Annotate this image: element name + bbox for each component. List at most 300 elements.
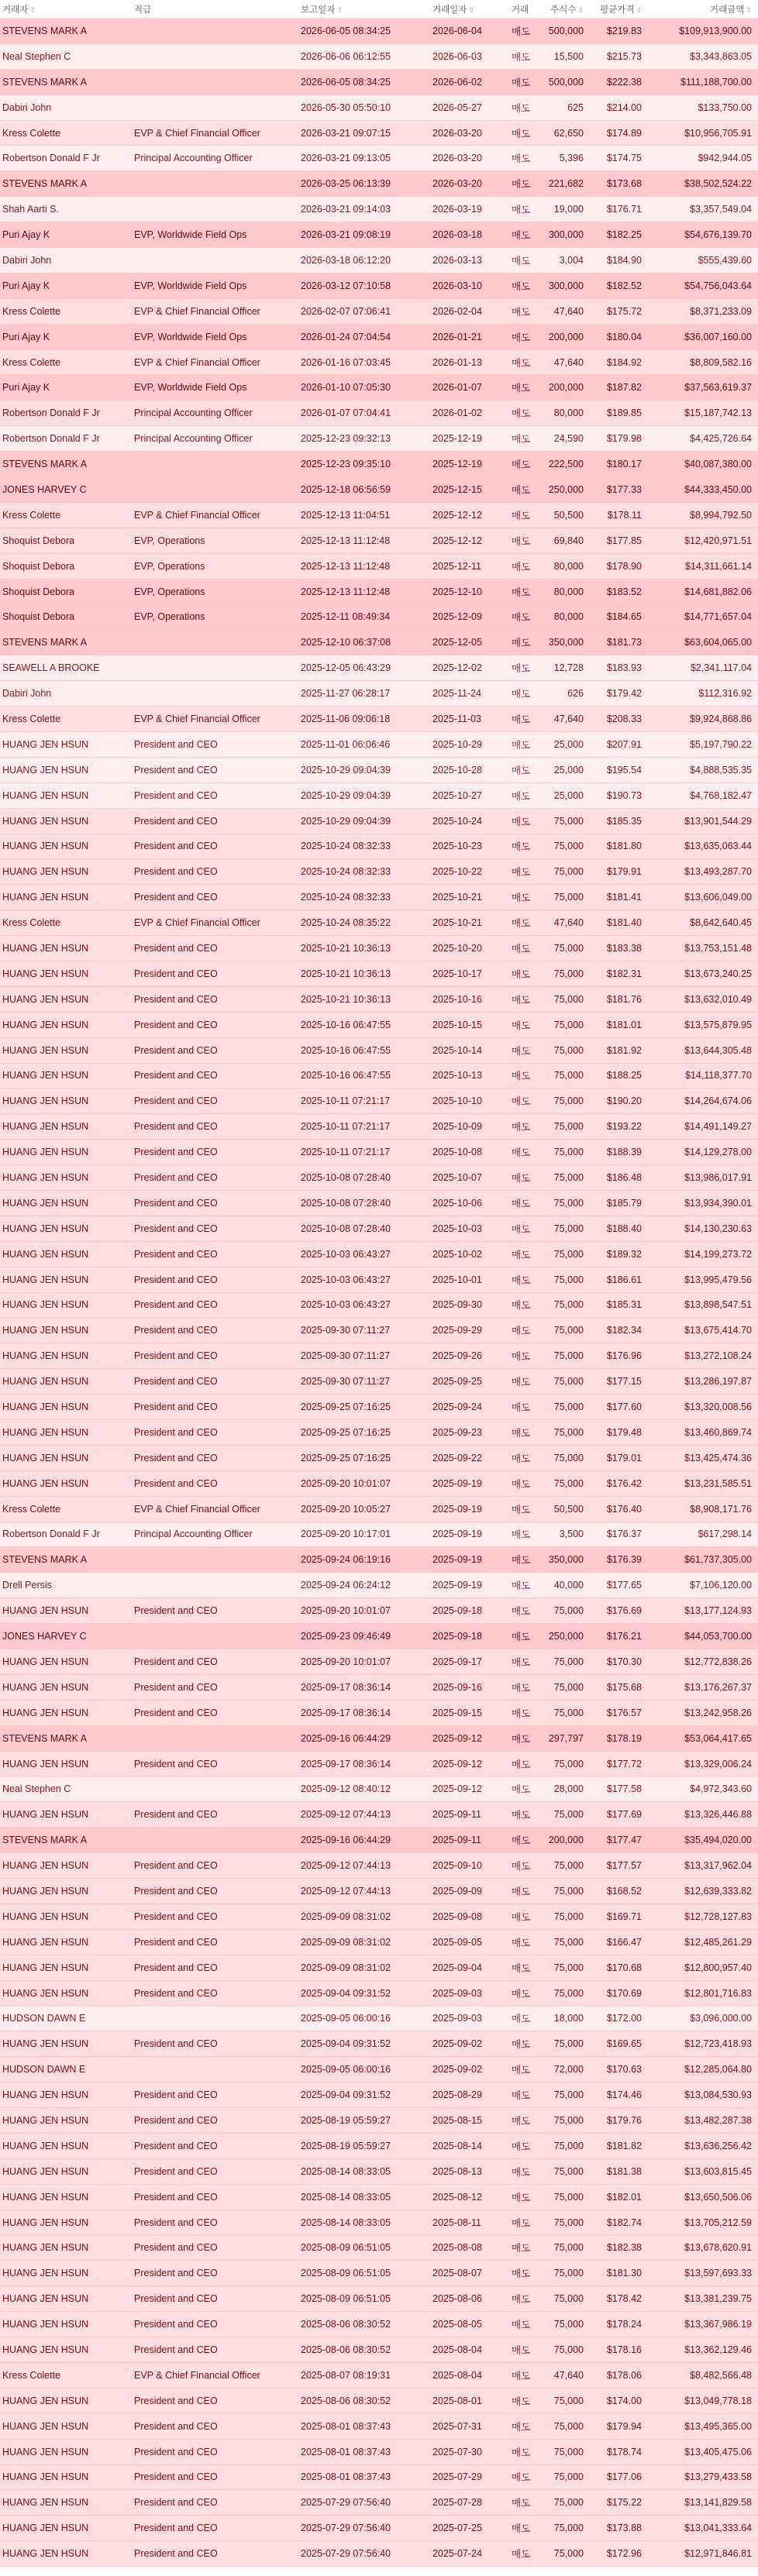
trader-title-cell: Principal Accounting Officer xyxy=(134,433,253,445)
total-amount-cell: $13,495,365.00 xyxy=(684,2420,752,2432)
avg-price-cell: $182.01 xyxy=(606,2191,642,2203)
shares-cell: 75,000 xyxy=(553,1452,584,1463)
table-row[interactable] xyxy=(0,1726,758,1752)
trade-date-cell: 2025-09-19 xyxy=(432,1580,482,1591)
trader-title-cell: President and CEO xyxy=(134,1350,218,1362)
trader-title-cell: President and CEO xyxy=(134,1885,218,1897)
table-row[interactable] xyxy=(0,19,758,44)
table-row[interactable] xyxy=(0,2490,758,2516)
total-amount-cell: $7,106,120.00 xyxy=(690,1580,752,1591)
table-row[interactable] xyxy=(0,2337,758,2363)
trade-type-cell: 매도 xyxy=(512,790,531,802)
trade-type-cell: 매도 xyxy=(512,510,531,521)
table-row[interactable] xyxy=(0,1369,758,1395)
trader-name-cell: HUANG JEN HSUN xyxy=(2,993,89,1005)
table-row[interactable] xyxy=(0,197,758,222)
trade-type-cell: 매도 xyxy=(512,968,531,980)
table-row[interactable] xyxy=(0,528,758,554)
shares-cell: 75,000 xyxy=(553,815,584,827)
shares-cell: 221,682 xyxy=(548,178,584,190)
total-amount-cell: $13,898,547.51 xyxy=(684,1299,752,1311)
shares-cell: 75,000 xyxy=(553,1044,584,1056)
trader-title-cell: President and CEO xyxy=(134,1019,218,1030)
table-row[interactable] xyxy=(0,910,758,936)
report-date-cell: 2026-03-21 09:13:05 xyxy=(301,153,391,164)
table-row[interactable] xyxy=(0,1216,758,1242)
trade-type-cell: 매도 xyxy=(512,1147,531,1159)
avg-price-cell: $176.57 xyxy=(606,1707,642,1718)
trade-type-cell: 매도 xyxy=(512,153,531,165)
table-row[interactable] xyxy=(0,401,758,426)
shares-cell: 40,000 xyxy=(553,1580,584,1591)
table-row[interactable] xyxy=(0,1547,758,1573)
table-row[interactable] xyxy=(0,1649,758,1675)
trade-type-cell: 매도 xyxy=(512,1326,531,1337)
trader-title-cell: President and CEO xyxy=(134,789,218,801)
table-row[interactable] xyxy=(0,426,758,452)
table-row[interactable] xyxy=(0,859,758,885)
total-amount-cell: $13,650,506.06 xyxy=(684,2191,752,2203)
table-row[interactable] xyxy=(0,2261,758,2286)
table-row[interactable] xyxy=(0,1191,758,1216)
table-row[interactable] xyxy=(0,2159,758,2185)
trade-date-cell: 2025-08-13 xyxy=(432,2165,482,2177)
table-row[interactable] xyxy=(0,2057,758,2082)
table-row[interactable] xyxy=(0,2082,758,2108)
table-row[interactable] xyxy=(0,604,758,630)
table-row[interactable] xyxy=(0,1446,758,1471)
trader-name-cell: HUANG JEN HSUN xyxy=(2,2319,89,2330)
table-row[interactable] xyxy=(0,299,758,325)
table-row[interactable] xyxy=(0,1930,758,1955)
trade-type-cell: 매도 xyxy=(512,2370,531,2382)
total-amount-cell: $8,642,640.45 xyxy=(690,917,752,929)
sort-icon[interactable]: ⇕ xyxy=(746,5,752,14)
sort-icon[interactable]: ⇕ xyxy=(577,5,584,14)
table-row[interactable] xyxy=(0,70,758,95)
header-title[interactable]: 직급 xyxy=(134,5,152,15)
table-row[interactable] xyxy=(0,2389,758,2414)
trade-date-cell: 2025-09-16 xyxy=(432,1681,482,1693)
avg-price-cell: $214.00 xyxy=(606,101,642,113)
trader-name-cell: Shoquist Debora xyxy=(2,586,75,597)
table-row[interactable] xyxy=(0,95,758,121)
trader-name-cell: HUANG JEN HSUN xyxy=(2,764,89,776)
report-date-cell: 2025-08-19 05:59:27 xyxy=(301,2114,391,2126)
table-row[interactable] xyxy=(0,707,758,732)
trade-date-cell: 2025-10-21 xyxy=(432,892,482,903)
trader-title-cell: President and CEO xyxy=(134,2548,218,2560)
report-date-cell: 2025-10-29 09:04:39 xyxy=(301,815,391,827)
trader-name-cell: HUANG JEN HSUN xyxy=(2,1095,89,1107)
report-date-cell: 2026-05-30 05:50:10 xyxy=(301,101,391,113)
report-date-cell: 2025-10-03 06:43:27 xyxy=(301,1299,391,1311)
total-amount-cell: $12,801,716.83 xyxy=(684,1987,752,1999)
trade-type-cell: 매도 xyxy=(512,739,531,751)
table-row[interactable] xyxy=(0,2465,758,2491)
total-amount-cell: $14,264,674.06 xyxy=(684,1095,752,1107)
table-row[interactable] xyxy=(0,146,758,171)
trade-type-cell: 매도 xyxy=(512,2166,531,2178)
shares-cell: 75,000 xyxy=(553,2217,584,2228)
table-row[interactable] xyxy=(0,1013,758,1038)
table-body xyxy=(0,19,758,2567)
table-row[interactable] xyxy=(0,1904,758,1930)
trader-title-cell: President and CEO xyxy=(134,1325,218,1336)
trade-date-cell: 2026-03-18 xyxy=(432,229,482,241)
table-row[interactable] xyxy=(0,350,758,376)
total-amount-cell: $12,772,838.26 xyxy=(684,1656,752,1667)
trader-name-cell: HUANG JEN HSUN xyxy=(2,1044,89,1056)
shares-cell: 75,000 xyxy=(553,1223,584,1234)
total-amount-cell: $13,934,390.01 xyxy=(684,1197,752,1209)
table-row[interactable] xyxy=(0,2185,758,2210)
table-row[interactable] xyxy=(0,375,758,401)
total-amount-cell: $35,494,020.00 xyxy=(684,1835,752,1846)
total-amount-cell: $13,279,433.58 xyxy=(684,2471,752,2483)
avg-price-cell: $181.73 xyxy=(606,637,642,648)
trade-date-cell: 2025-10-09 xyxy=(432,1121,482,1133)
trader-title-cell: President and CEO xyxy=(134,2293,218,2305)
shares-cell: 75,000 xyxy=(553,2114,584,2126)
table-row[interactable] xyxy=(0,1267,758,1293)
table-row[interactable] xyxy=(0,2210,758,2236)
total-amount-cell: $112,316.92 xyxy=(698,688,752,700)
trader-title-cell: President and CEO xyxy=(134,2191,218,2203)
report-date-cell: 2025-10-03 06:43:27 xyxy=(301,1248,391,1260)
trade-date-cell: 2026-01-07 xyxy=(432,382,482,394)
trader-title-cell: President and CEO xyxy=(134,1936,218,1948)
shares-cell: 75,000 xyxy=(553,2293,584,2305)
avg-price-cell: $181.80 xyxy=(606,841,642,852)
table-row[interactable] xyxy=(0,1802,758,1828)
table-row[interactable] xyxy=(0,2516,758,2541)
table-row[interactable] xyxy=(0,1955,758,1981)
table-row[interactable] xyxy=(0,1114,758,1140)
table-row[interactable] xyxy=(0,121,758,146)
table-row[interactable] xyxy=(0,987,758,1013)
total-amount-cell: $13,675,414.70 xyxy=(684,1325,752,1336)
table-row[interactable] xyxy=(0,1598,758,1624)
trade-type-cell: 매도 xyxy=(512,2115,531,2127)
avg-price-cell: $208.33 xyxy=(606,713,642,724)
shares-cell: 75,000 xyxy=(553,1095,584,1107)
table-row[interactable] xyxy=(0,1675,758,1701)
table-row[interactable] xyxy=(0,2134,758,2159)
avg-price-cell: $176.42 xyxy=(606,1477,642,1489)
table-row[interactable] xyxy=(0,44,758,70)
avg-price-cell: $174.89 xyxy=(606,127,642,139)
table-row[interactable] xyxy=(0,1038,758,1064)
avg-price-cell: $184.92 xyxy=(606,356,642,368)
trade-type-cell: 매도 xyxy=(512,2014,531,2025)
trader-name-cell: HUANG JEN HSUN xyxy=(2,1350,89,1362)
trade-date-cell: 2025-09-12 xyxy=(432,1732,482,1744)
trader-title-cell: President and CEO xyxy=(134,2471,218,2483)
trade-type-cell: 매도 xyxy=(512,1122,531,1133)
total-amount-cell: $13,177,124.93 xyxy=(684,1605,752,1617)
trade-date-cell: 2025-09-12 xyxy=(432,1783,482,1795)
table-row[interactable] xyxy=(0,1573,758,1598)
shares-cell: 75,000 xyxy=(553,1911,584,1922)
avg-price-cell: $179.91 xyxy=(606,866,642,878)
trade-type-cell: 매도 xyxy=(512,26,531,37)
total-amount-cell: $8,994,792.50 xyxy=(690,509,752,521)
table-row[interactable] xyxy=(0,452,758,477)
table-row[interactable] xyxy=(0,1165,758,1191)
trader-name-cell: Kress Colette xyxy=(2,2369,61,2381)
total-amount-cell: $13,753,151.48 xyxy=(684,943,752,954)
header-name[interactable]: 거래자 ⇕ xyxy=(2,5,36,15)
trader-name-cell: HUANG JEN HSUN xyxy=(2,2446,89,2457)
table-row[interactable] xyxy=(0,554,758,580)
table-row[interactable] xyxy=(0,961,758,987)
trader-title-cell: President and CEO xyxy=(134,2140,218,2151)
trader-name-cell: STEVENS MARK A xyxy=(2,178,88,190)
table-row[interactable] xyxy=(0,1064,758,1089)
table-row[interactable] xyxy=(0,248,758,273)
table-row[interactable] xyxy=(0,783,758,809)
table-row[interactable] xyxy=(0,477,758,503)
table-row[interactable] xyxy=(0,1343,758,1369)
avg-price-cell: $181.38 xyxy=(606,2165,642,2177)
trade-date-cell: 2026-06-03 xyxy=(432,50,482,62)
trade-date-cell: 2025-07-29 xyxy=(432,2471,482,2483)
trade-date-cell: 2025-10-28 xyxy=(432,764,482,776)
shares-cell: 300,000 xyxy=(548,229,584,241)
trader-title-cell: President and CEO xyxy=(134,2089,218,2101)
trade-type-cell: 매도 xyxy=(512,1071,531,1082)
header-avg-price[interactable]: 평균가격 ⇕ xyxy=(600,5,642,15)
shares-cell: 75,000 xyxy=(553,1197,584,1209)
shares-cell: 80,000 xyxy=(553,560,584,572)
shares-cell: 75,000 xyxy=(553,1147,584,1158)
table-row[interactable] xyxy=(0,2108,758,2134)
sort-icon[interactable]: ⇕ xyxy=(636,5,642,14)
trader-name-cell: Shoquist Debora xyxy=(2,560,75,572)
table-row[interactable] xyxy=(0,1497,758,1522)
report-date-cell: 2025-11-27 06:28:17 xyxy=(301,688,391,700)
total-amount-cell: $13,425,474.36 xyxy=(684,1452,752,1463)
trade-date-cell: 2025-09-23 xyxy=(432,1426,482,1438)
trade-type-cell: 매도 xyxy=(512,1020,531,1031)
table-row[interactable] xyxy=(0,1089,758,1114)
sort-icon[interactable]: ⇕ xyxy=(29,5,36,14)
table-row[interactable] xyxy=(0,325,758,350)
report-date-cell: 2025-07-29 07:56:40 xyxy=(301,2523,391,2534)
trade-date-cell: 2025-10-21 xyxy=(432,917,482,929)
trade-date-cell: 2025-09-08 xyxy=(432,1911,482,1922)
trade-type-cell: 매도 xyxy=(512,1835,531,1847)
trade-type-cell: 매도 xyxy=(512,1911,531,1923)
report-date-cell: 2025-07-29 07:56:40 xyxy=(301,2548,391,2560)
avg-price-cell: $170.63 xyxy=(606,2064,642,2076)
total-amount-cell: $13,141,829.58 xyxy=(684,2497,752,2509)
table-row[interactable] xyxy=(0,1522,758,1548)
table-row[interactable] xyxy=(0,2031,758,2057)
table-row[interactable] xyxy=(0,655,758,681)
shares-cell: 3,004 xyxy=(559,254,584,266)
shares-cell: 75,000 xyxy=(553,943,584,954)
total-amount-cell: $942,944.05 xyxy=(698,153,752,164)
shares-cell: 200,000 xyxy=(548,1835,584,1846)
trade-date-cell: 2025-10-16 xyxy=(432,993,482,1005)
sort-icon[interactable]: ⇕ xyxy=(468,5,474,14)
trade-type-cell: 매도 xyxy=(512,2065,531,2076)
report-date-cell: 2026-06-05 08:34:25 xyxy=(301,25,391,36)
report-date-cell: 2025-09-04 09:31:52 xyxy=(301,2089,391,2101)
shares-cell: 200,000 xyxy=(548,382,584,394)
avg-price-cell: $179.76 xyxy=(606,2114,642,2126)
table-row[interactable] xyxy=(0,834,758,860)
report-date-cell: 2025-09-16 06:44:29 xyxy=(301,1732,391,1744)
table-row[interactable] xyxy=(0,2414,758,2440)
avg-price-cell: $176.71 xyxy=(606,204,642,215)
header-trade-date[interactable]: 거래일자 ⇕ xyxy=(432,5,474,15)
table-row[interactable] xyxy=(0,1140,758,1165)
trade-type-cell: 매도 xyxy=(512,1249,531,1260)
table-row[interactable] xyxy=(0,1471,758,1497)
table-row[interactable] xyxy=(0,2541,758,2567)
trader-name-cell: Puri Ajay K xyxy=(2,229,50,241)
trade-type-cell: 매도 xyxy=(512,1962,531,1974)
table-row[interactable] xyxy=(0,1776,758,1802)
table-row[interactable] xyxy=(0,885,758,910)
shares-cell: 12,728 xyxy=(553,662,584,674)
table-row[interactable] xyxy=(0,273,758,299)
sort-icon[interactable]: ⇕ xyxy=(336,5,343,14)
table-row[interactable] xyxy=(0,1624,758,1649)
avg-price-cell: $177.33 xyxy=(606,483,642,495)
table-row[interactable] xyxy=(0,732,758,758)
trader-name-cell: HUANG JEN HSUN xyxy=(2,2191,89,2203)
avg-price-cell: $175.22 xyxy=(606,2497,642,2509)
report-date-cell: 2025-09-30 07:11:27 xyxy=(301,1376,391,1388)
trader-title-cell: EVP & Chief Financial Officer xyxy=(134,356,260,368)
table-row[interactable] xyxy=(0,1853,758,1879)
table-row[interactable] xyxy=(0,758,758,783)
trader-name-cell: HUANG JEN HSUN xyxy=(2,1452,89,1463)
trader-title-cell: President and CEO xyxy=(134,1681,218,1693)
total-amount-cell: $12,800,957.40 xyxy=(684,1962,752,1973)
table-row[interactable] xyxy=(0,1701,758,1726)
total-amount-cell: $14,681,882.06 xyxy=(684,586,752,597)
table-row[interactable] xyxy=(0,222,758,248)
shares-cell: 24,590 xyxy=(553,433,584,445)
trader-name-cell: HUANG JEN HSUN xyxy=(2,1121,89,1133)
table-row[interactable] xyxy=(0,2235,758,2261)
trader-name-cell: Shah Aarti S. xyxy=(2,204,59,215)
report-date-cell: 2025-08-09 06:51:05 xyxy=(301,2242,391,2254)
table-row[interactable] xyxy=(0,1752,758,1777)
trade-type-cell: 매도 xyxy=(512,638,531,649)
report-date-cell: 2025-08-06 08:30:52 xyxy=(301,2395,391,2406)
table-row[interactable] xyxy=(0,936,758,961)
total-amount-cell: $54,676,139.70 xyxy=(684,229,752,241)
avg-price-cell: $177.06 xyxy=(606,2471,642,2483)
report-date-cell: 2025-08-14 08:33:05 xyxy=(301,2191,391,2203)
table-row[interactable] xyxy=(0,2363,758,2389)
table-row[interactable] xyxy=(0,1879,758,1904)
table-row[interactable] xyxy=(0,1242,758,1267)
shares-cell: 5,396 xyxy=(559,153,584,164)
table-row[interactable] xyxy=(0,2312,758,2337)
shares-cell: 222,500 xyxy=(548,459,584,470)
avg-price-cell: $182.52 xyxy=(606,280,642,291)
shares-cell: 297,797 xyxy=(548,1732,584,1744)
shares-cell: 350,000 xyxy=(548,1554,584,1566)
avg-price-cell: $176.40 xyxy=(606,1503,642,1515)
table-row[interactable] xyxy=(0,1828,758,1853)
trade-date-cell: 2025-08-14 xyxy=(432,2140,482,2151)
avg-price-cell: $177.60 xyxy=(606,1401,642,1413)
trade-type-cell: 매도 xyxy=(512,2320,531,2331)
header-report-date[interactable]: 보고일자 ⇕ xyxy=(301,5,343,15)
avg-price-cell: $176.96 xyxy=(606,1350,642,1362)
avg-price-cell: $189.32 xyxy=(606,1248,642,1260)
shares-cell: 75,000 xyxy=(553,2497,584,2509)
report-date-cell: 2025-10-16 06:47:55 xyxy=(301,1019,391,1030)
report-date-cell: 2025-08-14 08:33:05 xyxy=(301,2217,391,2228)
trade-date-cell: 2026-03-13 xyxy=(432,254,482,266)
trader-name-cell: HUANG JEN HSUN xyxy=(2,789,89,801)
table-row[interactable] xyxy=(0,171,758,197)
trade-type-cell: 매도 xyxy=(512,2141,531,2152)
trader-name-cell: Kress Colette xyxy=(2,713,61,724)
trade-date-cell: 2026-03-20 xyxy=(432,127,482,139)
header-total[interactable]: 거래금액 ⇕ xyxy=(710,5,752,15)
header-shares[interactable]: 주식수 ⇕ xyxy=(550,5,584,15)
trader-title-cell: President and CEO xyxy=(134,1147,218,1158)
report-date-cell: 2025-10-11 07:21:17 xyxy=(301,1147,391,1158)
table-row[interactable] xyxy=(0,2286,758,2312)
trader-title-cell: President and CEO xyxy=(134,2446,218,2457)
trade-date-cell: 2025-10-17 xyxy=(432,968,482,979)
report-date-cell: 2025-12-13 11:12:48 xyxy=(301,560,391,572)
trader-name-cell: HUANG JEN HSUN xyxy=(2,1809,89,1821)
trader-name-cell: HUANG JEN HSUN xyxy=(2,1172,89,1184)
table-row[interactable] xyxy=(0,681,758,707)
table-row[interactable] xyxy=(0,2440,758,2465)
table-row[interactable] xyxy=(0,1395,758,1420)
header-type[interactable]: 거래 xyxy=(512,5,529,15)
table-row[interactable] xyxy=(0,1420,758,1446)
table-row[interactable] xyxy=(0,1981,758,2007)
table-row[interactable] xyxy=(0,2006,758,2031)
trade-type-cell: 매도 xyxy=(512,867,531,879)
trade-type-cell: 매도 xyxy=(512,1708,531,1719)
table-row[interactable] xyxy=(0,809,758,834)
trade-type-cell: 매도 xyxy=(512,357,531,369)
shares-cell: 69,840 xyxy=(553,535,584,546)
total-amount-cell: $13,326,446.88 xyxy=(684,1809,752,1821)
trade-date-cell: 2025-09-02 xyxy=(432,2064,482,2076)
table-row[interactable] xyxy=(0,503,758,528)
trader-title-cell: President and CEO xyxy=(134,2242,218,2254)
report-date-cell: 2025-12-13 11:12:48 xyxy=(301,535,391,546)
trader-title-cell: EVP & Chief Financial Officer xyxy=(134,917,260,929)
trader-name-cell: HUANG JEN HSUN xyxy=(2,2420,89,2432)
table-row[interactable] xyxy=(0,630,758,655)
trader-title-cell: President and CEO xyxy=(134,968,218,979)
table-row[interactable] xyxy=(0,1293,758,1319)
table-row[interactable] xyxy=(0,580,758,605)
table-row[interactable] xyxy=(0,1318,758,1343)
report-date-cell: 2025-08-09 06:51:05 xyxy=(301,2293,391,2305)
total-amount-cell: $14,771,657.04 xyxy=(684,611,752,623)
trade-date-cell: 2025-07-30 xyxy=(432,2446,482,2457)
shares-cell: 300,000 xyxy=(548,280,584,291)
